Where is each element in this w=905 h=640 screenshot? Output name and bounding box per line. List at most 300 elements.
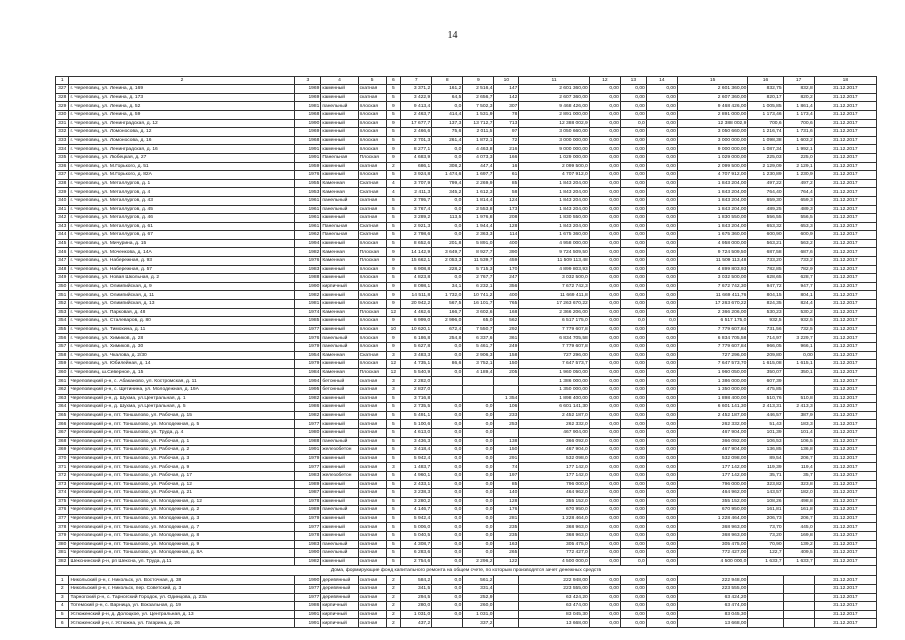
table-cell: 1978	[295, 532, 321, 541]
table-cell: 4 308,7	[401, 540, 432, 549]
table-cell: 363	[56, 394, 69, 403]
table-cell: 31.12.2017	[814, 179, 876, 188]
table-cell: 1983	[295, 540, 321, 549]
table-cell: 177 142,0	[519, 463, 589, 472]
column-number: 1	[56, 77, 69, 85]
table-cell: 0,0	[463, 523, 494, 532]
table-cell: 0,00	[620, 179, 646, 188]
table-cell: 947,7	[783, 282, 814, 291]
table-row	[56, 377, 877, 386]
table-cell: скатная	[358, 437, 386, 446]
table-cell: г. Череповец, ул. Металлургов, д. 46	[69, 214, 295, 223]
table-cell: 158	[494, 351, 519, 360]
table-cell: 31.12.2017	[814, 308, 876, 317]
table-cell: 804,15	[748, 291, 783, 300]
table-cell: 8 652,6	[401, 239, 432, 248]
table-cell: 201,8	[432, 239, 463, 248]
table-cell: 0,00	[620, 454, 646, 463]
table-cell: 2 411,3	[401, 188, 432, 197]
table-cell: Панельная	[321, 222, 358, 231]
table-cell: 58	[494, 188, 519, 197]
table-cell: 0,00	[646, 239, 677, 248]
table-cell: плоская	[358, 110, 386, 119]
table-cell: 4	[386, 188, 401, 197]
table-cell: 31.12.2017	[814, 428, 876, 437]
table-cell: 1991	[295, 446, 321, 455]
table-cell: скатная	[358, 85, 386, 94]
table-cell: 1977	[295, 523, 321, 532]
table-cell: 329	[56, 102, 69, 111]
table-cell: 143,57	[748, 489, 783, 498]
table-cell: 10 741,2	[463, 291, 494, 300]
table-cell: 0,0	[432, 102, 463, 111]
table-cell: скатная	[358, 497, 386, 506]
column-number: 13	[620, 77, 646, 85]
table-cell: 0,00	[646, 471, 677, 480]
table-cell: 0,0	[463, 411, 494, 420]
table-cell: 1991	[295, 153, 321, 162]
table-row	[56, 239, 877, 248]
table-cell: 0,00	[620, 325, 646, 334]
table-cell	[494, 619, 519, 628]
table-cell: 0,00	[589, 282, 620, 291]
table-cell: 0,00	[620, 593, 646, 602]
table-cell: панельный	[321, 437, 358, 446]
table-cell: 0,00	[646, 463, 677, 472]
table-cell: 733,20	[748, 257, 783, 266]
table-cell: 0,0	[432, 471, 463, 480]
table-cell: 5	[386, 205, 401, 214]
table-cell: 532 098,00	[677, 454, 747, 463]
table-cell: 5	[386, 540, 401, 549]
table-cell: каменный	[321, 497, 358, 506]
table-row	[56, 85, 877, 94]
table-cell: 0,00	[620, 549, 646, 558]
table-cell: 31.12.2017	[814, 136, 876, 145]
table-cell: скатная	[358, 602, 386, 611]
table-cell: Череповецкий р-н, пгт. Тоншалово, ул. Рабочая, д. 3	[69, 454, 295, 463]
table-cell: 497,2	[783, 179, 814, 188]
table-cell	[783, 619, 814, 628]
table-cell: 5	[386, 471, 401, 480]
table-cell: Плоская	[358, 248, 386, 257]
table-cell: 0,00	[646, 119, 677, 128]
table-cell	[463, 394, 494, 403]
table-cell: 2 656,7	[463, 93, 494, 102]
table-row	[56, 179, 877, 188]
table-cell: бетонный	[321, 377, 358, 386]
table-cell: 1 615,1	[783, 360, 814, 369]
table-cell: 11 539,7	[463, 257, 494, 266]
table-cell: г. Череповец, ул. Металлургов, д. 4	[69, 188, 295, 197]
table-cell: 0,0	[620, 557, 646, 566]
table-cell: 1976	[295, 334, 321, 343]
table-cell: 0,0	[463, 489, 494, 498]
table-cell: скатная	[358, 540, 386, 549]
table-cell: 3 032 500,00	[677, 274, 747, 283]
table-cell: 379	[56, 532, 69, 541]
table-row	[56, 532, 877, 541]
table-cell: 7 647 573,70	[677, 360, 747, 369]
table-cell: 12	[386, 368, 401, 377]
table-row	[56, 540, 877, 549]
table-cell: 0,00	[646, 549, 677, 558]
table-cell: плоская	[358, 325, 386, 334]
table-cell	[494, 602, 519, 611]
table-cell: 0,00	[646, 343, 677, 352]
table-row	[56, 274, 877, 283]
table-cell: Никольский р-н, г. Никольск, пер. Советский, д. 3	[69, 585, 295, 594]
table-cell: 4 463,8	[463, 145, 494, 154]
table-cell: 225,03	[748, 153, 783, 162]
table-cell: 467 904,00	[677, 446, 747, 455]
table-cell: 0,00	[646, 231, 677, 240]
table-cell: 0,00	[589, 239, 620, 248]
table-cell: каменный	[321, 119, 358, 128]
table-cell: 1 173,46	[748, 110, 783, 119]
table-row	[56, 222, 877, 231]
table-cell: 561,2	[463, 576, 494, 585]
table-cell: 2 129,1	[783, 162, 814, 171]
table-cell: 31.12.2017	[814, 265, 876, 274]
table-cell: 6 834 705,58	[519, 334, 589, 343]
column-number-row	[56, 77, 877, 85]
table-cell: г. Череповец, ул. Химиков, д. 28	[69, 334, 295, 343]
table-cell: 0,00	[589, 343, 620, 352]
table-cell: 262 332,00	[677, 420, 747, 429]
table-cell: 106,5	[783, 437, 814, 446]
table-cell: 2 607 360,00	[519, 93, 589, 102]
table-cell: 2 891 000,00	[519, 110, 589, 119]
table-cell: 489,25	[748, 205, 783, 214]
table-cell: 7 779 607,8	[519, 325, 589, 334]
table-cell: 9 000 000,00	[519, 145, 589, 154]
table-cell: 89,54	[748, 454, 783, 463]
table-cell: 628,7	[783, 274, 814, 283]
table-cell: 0,0	[463, 532, 494, 541]
table-cell: 7 779 607,84	[677, 325, 747, 334]
table-cell	[748, 610, 783, 619]
table-cell: 1990	[295, 119, 321, 128]
table-cell: 510,76	[748, 394, 783, 403]
table-cell	[463, 385, 494, 394]
table-cell: г. Череповец, ул. М.Горького, д. 51	[69, 162, 295, 171]
table-cell: 9	[386, 248, 401, 257]
table-cell: 0,0	[463, 420, 494, 429]
table-cell: 9 724 509,50	[519, 248, 589, 257]
table-cell: 489,3	[783, 205, 814, 214]
table-cell: 2	[386, 585, 401, 594]
table-cell: 337	[56, 171, 69, 180]
table-cell: скатная	[358, 585, 386, 594]
table-cell: 1969	[295, 93, 321, 102]
table-cell: 11 509 113,48	[677, 257, 747, 266]
table-cell: 136,8	[783, 446, 814, 455]
table-cell: 0,0	[432, 523, 463, 532]
table-cell: каменный	[321, 454, 358, 463]
table-cell: 6 999,0	[401, 317, 432, 326]
table-cell: 0,00	[646, 136, 677, 145]
table-cell: 3 238,3	[401, 489, 432, 498]
table-cell: каменный	[321, 420, 358, 429]
table-cell: 31.12.2017	[814, 463, 876, 472]
table-cell: 7 647 573,7	[519, 360, 589, 369]
table-cell: каменный	[321, 300, 358, 309]
table-cell	[783, 585, 814, 594]
table-cell: 354	[56, 317, 69, 326]
table-cell: 73,70	[748, 523, 783, 532]
table-cell: 1 898 400,00	[677, 394, 747, 403]
table-cell	[494, 428, 519, 437]
table-cell: 600,9	[783, 231, 814, 240]
table-cell: 1976	[295, 257, 321, 266]
table-cell: 4 707 912,0	[519, 171, 589, 180]
table-cell: 2	[386, 619, 401, 628]
table-cell: каменный	[321, 239, 358, 248]
table-cell: 3	[386, 377, 401, 386]
table-cell: 0,00	[620, 576, 646, 585]
table-cell: 4 189,4	[463, 368, 494, 377]
table-cell: 0,00	[646, 446, 677, 455]
table-cell: 381	[56, 549, 69, 558]
table-cell: скатная	[358, 593, 386, 602]
table-cell: 0,00	[620, 308, 646, 317]
table-cell: 1977	[295, 420, 321, 429]
table-cell: 235	[494, 523, 519, 532]
table-cell: 2 795,7	[401, 196, 432, 205]
table-cell: 362	[56, 385, 69, 394]
table-cell: 13 668,00	[677, 619, 747, 628]
table-cell: скатная	[358, 557, 386, 566]
table-cell: 0,00	[589, 585, 620, 594]
table-cell: 136,85	[748, 446, 783, 455]
table-cell: 2 701,3	[401, 136, 432, 145]
table-cell: 5	[386, 437, 401, 446]
table-cell: каменный	[321, 214, 358, 223]
table-cell: 11 669 411,76	[677, 291, 747, 300]
table-cell: 0,00	[620, 351, 646, 360]
table-cell: железобетон	[321, 471, 358, 480]
table-cell: 1994	[295, 377, 321, 386]
table-cell: 1994	[295, 239, 321, 248]
table-cell: 0,00	[646, 188, 677, 197]
table-cell: 375	[56, 497, 69, 506]
table-cell: 1 960 050,00	[519, 368, 589, 377]
table-cell: плоская	[358, 171, 386, 180]
table-cell: 1953	[295, 188, 321, 197]
table-cell: кирпичный	[321, 282, 358, 291]
table-cell: 1961	[295, 205, 321, 214]
table-cell: г. Череповец, ул. М.Горького, д. 82А	[69, 171, 295, 180]
table-cell: 2	[386, 610, 401, 619]
table-cell: 0,00	[620, 145, 646, 154]
table-cell: 9	[386, 317, 401, 326]
table-cell: 1983	[295, 265, 321, 274]
table-cell: 163	[494, 540, 519, 549]
table-cell: 1 615,08	[748, 360, 783, 369]
table-cell: 0,00	[589, 446, 620, 455]
table-cell: 342	[56, 214, 69, 223]
table-cell: 1980	[295, 428, 321, 437]
table-cell: 0,00	[620, 171, 646, 180]
table-cell: 0,00	[589, 162, 620, 171]
table-cell: 4	[56, 602, 69, 611]
table-cell: 128	[494, 497, 519, 506]
table-cell: 1 230,9	[783, 171, 814, 180]
table-cell: 5	[386, 403, 401, 412]
table-cell: 6 601 141,30	[519, 403, 589, 412]
table-cell: 1985	[295, 317, 321, 326]
table-cell: 5	[386, 446, 401, 455]
table-cell: 51,43	[748, 420, 783, 429]
table-cell: 334	[56, 145, 69, 154]
table-cell: 347	[56, 257, 69, 266]
table-cell: панельный	[321, 549, 358, 558]
table-row	[56, 136, 877, 145]
table-cell: 5 627,8	[401, 343, 432, 352]
table-cell: г. Череповец, ул. Ленинградская, д. 12	[69, 119, 295, 128]
table-cell: 5 540,9	[401, 368, 432, 377]
table-cell: 0,00	[589, 480, 620, 489]
table-cell: скатная	[358, 205, 386, 214]
table-cell: 2	[56, 585, 69, 594]
table-cell: плоская	[358, 128, 386, 137]
table-cell: скатная	[358, 214, 386, 223]
table-row	[56, 454, 877, 463]
table-row	[56, 514, 877, 523]
table-cell: 653,32	[748, 222, 783, 231]
table-cell: 1961	[295, 222, 321, 231]
table-cell: 0,0	[463, 403, 494, 412]
table-cell: 947,72	[748, 282, 783, 291]
table-cell: 0,00	[620, 239, 646, 248]
table-cell: 1987	[295, 489, 321, 498]
table-cell: 3 924,8	[401, 171, 432, 180]
table-cell: 5	[386, 532, 401, 541]
table-row	[56, 602, 877, 611]
table-cell: 3 716,8	[401, 394, 432, 403]
table-cell: 459	[494, 257, 519, 266]
table-cell: каменный	[321, 274, 358, 283]
table-cell: 0,00	[589, 523, 620, 532]
table-cell: 0,00	[646, 334, 677, 343]
table-cell: 5	[386, 196, 401, 205]
table-cell: Никольский р-н, г. Никольск, ул. Восточная, д. 38	[69, 576, 295, 585]
table-cell: 357	[56, 343, 69, 352]
table-cell: 475,85	[748, 385, 783, 394]
table-cell: панельный	[321, 343, 358, 352]
table-cell: 5	[386, 428, 401, 437]
table-cell: 390	[494, 248, 519, 257]
table-cell: 772 427,0	[519, 549, 589, 558]
table-cell: 341,5	[401, 585, 432, 594]
table-cell: 108,26	[748, 497, 783, 506]
table-cell: 1 029 000,00	[519, 153, 589, 162]
table-cell: 0,0	[432, 540, 463, 549]
table-cell: 9 724 509,50	[677, 248, 747, 257]
table-cell: 1 173,4	[783, 110, 814, 119]
table-cell: 351	[56, 291, 69, 300]
table-cell: 3 000 000,00	[519, 136, 589, 145]
table-cell: 0,00	[620, 343, 646, 352]
table-cell: 177 142,0	[519, 471, 589, 480]
table-cell: 765	[494, 300, 519, 309]
table-cell	[748, 585, 783, 594]
table-cell: 216	[494, 145, 519, 154]
table-cell: 1 944,4	[463, 222, 494, 231]
table-cell: Каменная	[321, 248, 358, 257]
table-cell: 820,17	[748, 93, 783, 102]
table-row	[56, 265, 877, 274]
table-cell: 0,00	[589, 428, 620, 437]
table-row	[56, 437, 877, 446]
table-cell: 5	[386, 506, 401, 515]
table-cell: 782,9	[783, 265, 814, 274]
table-cell	[748, 576, 783, 585]
table-cell: 7 672 742,30	[677, 282, 747, 291]
table-cell: 31.12.2017	[814, 523, 876, 532]
table-cell: 0,00	[620, 385, 646, 394]
table-cell: плоская	[358, 334, 386, 343]
table-row	[56, 325, 877, 334]
table-cell: 3	[386, 463, 401, 472]
table-cell: 5	[386, 394, 401, 403]
table-cell: 0,00	[646, 368, 677, 377]
table-cell: скатная	[358, 403, 386, 412]
table-cell: 0,0	[463, 446, 494, 455]
table-cell: 1 843 204,00	[677, 196, 747, 205]
table-cell: 5 715,3	[463, 265, 494, 274]
table-cell: 2 607 360,00	[677, 93, 747, 102]
table-cell: 0,0	[432, 428, 463, 437]
table-cell: 1 005,85	[748, 102, 783, 111]
table-cell: 97	[494, 128, 519, 137]
table-cell: 2 767,7	[463, 274, 494, 283]
table-cell: 804,1	[783, 291, 814, 300]
table-cell: 3 050 660,00	[677, 128, 747, 137]
table-cell: 368 963,00	[677, 523, 747, 532]
table-cell: 0,00	[589, 385, 620, 394]
table-cell: 764,4	[783, 188, 814, 197]
table-cell: каменный	[321, 85, 358, 94]
table-cell: 2 463,7	[401, 110, 432, 119]
table-cell: 359	[56, 360, 69, 369]
table-cell: скатная	[358, 610, 386, 619]
table-cell: скатная	[358, 489, 386, 498]
table-cell	[432, 377, 463, 386]
table-cell: 0,0	[432, 576, 463, 585]
table-cell: 364	[56, 403, 69, 412]
table-cell: 372	[56, 471, 69, 480]
table-cell: Скатная	[358, 188, 386, 197]
table-cell: деревянный	[321, 576, 358, 585]
table-cell: 2 553,8	[463, 205, 494, 214]
table-cell: 1984	[295, 368, 321, 377]
table-cell: 16	[494, 162, 519, 171]
table-cell: 0,00	[589, 471, 620, 480]
table-cell: 355 152,00	[677, 497, 747, 506]
table-cell: 31.12.2017	[814, 205, 876, 214]
table-cell: 1955	[295, 179, 321, 188]
table-row	[56, 403, 877, 412]
table-row	[56, 317, 877, 326]
table-cell: 1983	[295, 471, 321, 480]
table-cell: 0,00	[620, 471, 646, 480]
table-cell: 1 843 204,00	[677, 205, 747, 214]
table-cell: 5	[386, 549, 401, 558]
table-cell: 113,5	[432, 214, 463, 223]
table-cell: 0,00	[646, 428, 677, 437]
